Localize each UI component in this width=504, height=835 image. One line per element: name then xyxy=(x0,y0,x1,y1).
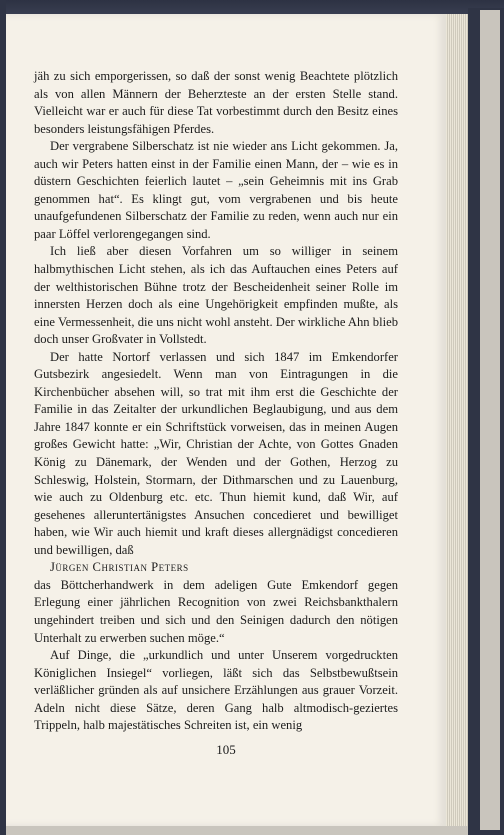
page-stack-edge xyxy=(446,14,468,826)
decree-continuation: das Böttcherhandwerk in dem adeligen Gute Emkendorf gegen Erlegung einer jährlichen Recognition von zwei Reichsbankthalern ungehindert treiben und sich und den Seinigen dadurch den nötigen Unterhalt zu erwerben suchen möge.“ xyxy=(34,577,398,645)
page-text-block xyxy=(34,68,398,735)
paragraph-3: Ich ließ aber diesen Vorfahren um so williger in seinem halbmythischen Licht stehen, als ich das Auftauchen eines Peters auf der welthistorischen Bühne trotz der Bescheidenheit seiner Rolle im innersten Herzen doch als eine Ungehörigkeit empfinden mußte, als eine Vermessenheit, die uns nicht wohl ansteht. Der wirkliche Ahn blieb doch unser Großvater in Vollstedt. xyxy=(34,244,398,347)
paragraph-4: Der hatte Nortorf verlassen und sich 1847 im Emkendorfer Gutsbezirk angesiedelt. Wenn man von Eintragungen in die Kirchenbücher absehen will, so trat mit ihm erst die Geschichte der Familie in das Zeitalter der urkundlichen Beglaubigung, und aus dem Jahre 1847 konnte er ein Schriftstück vorweisen, das in meinen Augen großes Gewicht hatte: „Wir, Christian der Achte, von Gottes Gnaden König zu Dänemark, der Wenden und der Gothen, Herzog zu Schleswig, Holstein, Stormarn, der Dithmarschen und zu Lauenburg, wie auch zu Oldenburg etc. etc. Thun hiemit kund, daß Wir, auf gesehenes alleruntertänigstes Ansuchen concedieret und bewilliget haben, wie Wir auch hiemit und kraft dieses allergnädigst concedieren und bewilligen, daß xyxy=(34,349,398,557)
paragraph-1: jäh zu sich emporgerissen, so daß der sonst wenig Beachtete plötzlich als von allen Männern der Beherzteste an der ersten Stelle stand. Vielleicht war er auch für diese Tat vorbestimmt durch den Besitz eines besonders leistungsfähigen Pferdes. xyxy=(34,69,398,136)
decree-name-line: Jürgen Christian Peters xyxy=(50,560,189,575)
background-strip xyxy=(480,10,500,830)
page-number: 105 xyxy=(216,742,236,757)
paragraph-5: Auf Dinge, die „urkundlich und unter Unserem vorgedruckten Königlichen Insiegel“ vorliegen, läßt sich das Selbstbewußtsein verläßlicher gründen als auf unsichere Erzählungen aus grauer Vorzeit. Adeln nicht diese Sätze, deren Gang halb altmodisch-geziertes Trippeln, halb majestätisches Schreiten ist, ein wenig xyxy=(34,648,398,733)
paragraph-2: Der vergrabene Silberschatz ist nie wieder ans Licht gekommen. Ja, auch wir Peters hatten einst in der Familie einen Mann, der – wie es in düstern Geschichten feierlich lautet – „sein Geheimnis mit ins Grab genommen hat“. Es klingt gut, vom vergrabenen und bis heute unaufgefundenen Silberschatz der Familie zu reden, wenn auch nur ein paar Löffel verlorengegangen sind. xyxy=(34,139,398,241)
